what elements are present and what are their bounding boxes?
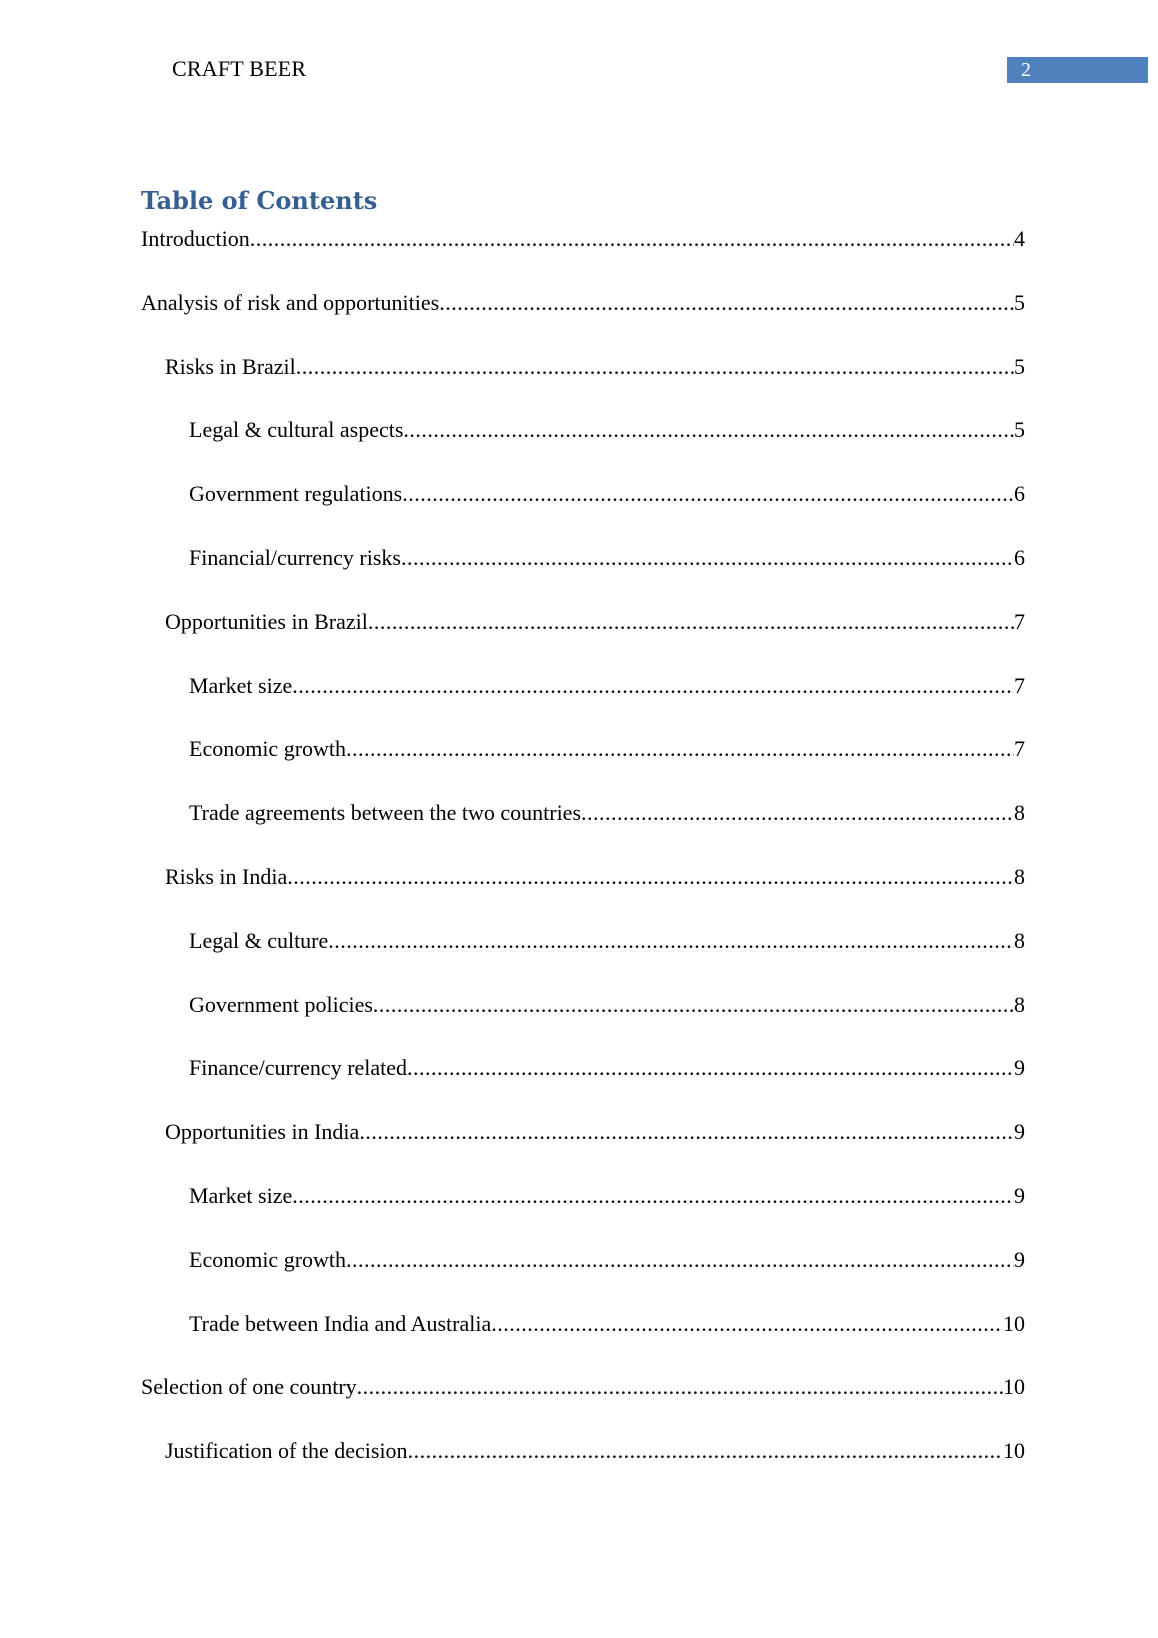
toc-entry-label: Opportunities in Brazil	[165, 608, 368, 634]
dot-leader	[287, 862, 1014, 892]
toc-entry-page: 8	[1014, 863, 1025, 889]
dot-leader	[346, 734, 1014, 764]
toc-entry-page: 10	[1003, 1310, 1025, 1336]
toc-entry-analysis-of-risk-and-opportunities[interactable]	[141, 288, 1025, 352]
toc-entry-label: Trade agreements between the two countries	[189, 800, 582, 826]
toc-entry-label: Finance/currency related	[189, 1055, 408, 1081]
toc-entry-page: 6	[1014, 481, 1025, 507]
dot-leader	[346, 1245, 1014, 1275]
toc-entry-page: 9	[1014, 1119, 1025, 1145]
dot-leader	[296, 352, 1014, 382]
toc-entry-market-size-india[interactable]	[141, 1181, 1025, 1245]
dot-leader	[292, 671, 1014, 701]
toc-entry-page: 4	[1014, 226, 1025, 251]
dot-leader	[403, 415, 1014, 445]
toc-entry-page: 9	[1014, 1055, 1025, 1081]
dot-leader	[373, 990, 1014, 1020]
toc-entry-page: 10	[1003, 1438, 1025, 1464]
dot-leader	[292, 1181, 1014, 1211]
toc-entry-trade-agreements[interactable]	[141, 798, 1025, 862]
toc-entry-market-size-brazil[interactable]	[141, 671, 1025, 735]
toc-entry-government-policies[interactable]	[141, 990, 1025, 1054]
dot-leader	[407, 1053, 1014, 1083]
toc-entry-page: 5	[1014, 417, 1025, 443]
toc-entry-label: Market size	[189, 1182, 293, 1208]
toc-entry-selection-of-one-country[interactable]	[141, 1372, 1025, 1436]
toc-entry-legal-culture[interactable]	[141, 926, 1025, 990]
toc-entry-risks-in-india[interactable]	[141, 862, 1025, 926]
toc-entry-page: 10	[1003, 1374, 1025, 1400]
toc-entry-label: Risks in India	[165, 863, 288, 889]
toc-entry-page: 6	[1014, 544, 1025, 570]
toc-heading: Table of Contents	[141, 186, 378, 215]
dot-leader	[581, 798, 1014, 828]
toc-entry-government-regulations[interactable]	[141, 479, 1025, 543]
toc-entry-label: Economic growth	[189, 1246, 347, 1272]
toc-entry-page: 9	[1014, 1246, 1025, 1272]
toc-entry-introduction[interactable]	[141, 224, 1025, 288]
toc-entry-label: Government regulations	[189, 481, 403, 507]
toc-entry-page: 7	[1014, 736, 1025, 762]
toc-entry-label: Analysis of risk and opportunities	[141, 289, 440, 315]
toc-entry-page: 8	[1014, 991, 1025, 1017]
toc-entry-page: 7	[1014, 608, 1025, 634]
toc-entry-page: 8	[1014, 927, 1025, 953]
toc-entry-label: Legal & culture	[189, 927, 329, 953]
toc-entry-economic-growth-brazil[interactable]	[141, 734, 1025, 798]
dot-leader	[368, 607, 1014, 637]
toc-entry-page: 5	[1014, 289, 1025, 315]
dot-leader	[328, 926, 1014, 956]
toc-entry-page: 5	[1014, 353, 1025, 379]
toc-entry-label: Market size	[189, 672, 293, 698]
toc-entry-page: 9	[1014, 1182, 1025, 1208]
toc-entry-risks-in-brazil[interactable]	[141, 352, 1025, 416]
dot-leader	[401, 543, 1014, 573]
toc-entry-label: Risks in Brazil	[165, 353, 296, 379]
dot-leader	[439, 288, 1014, 318]
toc-entry-label: Justification of the decision	[165, 1438, 408, 1464]
toc-entry-legal-cultural-aspects[interactable]	[141, 415, 1025, 479]
toc-entry-justification-of-the-decision[interactable]	[141, 1436, 1025, 1500]
toc-entry-label: Selection of one country	[141, 1374, 357, 1400]
toc-entry-financial-currency-risks[interactable]	[141, 543, 1025, 607]
toc-entry-label: Legal & cultural aspects	[189, 417, 404, 443]
toc-entry-page: 7	[1014, 672, 1025, 698]
toc-entry-label: Government policies	[189, 991, 373, 1017]
toc-entry-label: Introduction	[141, 226, 250, 251]
toc-entry-finance-currency-related[interactable]	[141, 1053, 1025, 1117]
dot-leader	[408, 1436, 1003, 1466]
toc-entry-label: Economic growth	[189, 736, 347, 762]
toc-entry-opportunities-in-india[interactable]	[141, 1117, 1025, 1181]
dot-leader	[491, 1309, 1003, 1339]
dot-leader	[402, 479, 1014, 509]
toc-entry-label: Trade between India and Australia	[189, 1310, 492, 1336]
toc-entry-economic-growth-india[interactable]	[141, 1245, 1025, 1309]
dot-leader	[250, 224, 1014, 254]
toc-entry-trade-india-australia[interactable]	[141, 1309, 1025, 1373]
toc-entry-opportunities-in-brazil[interactable]	[141, 607, 1025, 671]
toc-entry-label: Financial/currency risks	[189, 544, 401, 570]
toc-entry-page: 8	[1014, 800, 1025, 826]
running-header-title: CRAFT BEER	[172, 56, 307, 81]
dot-leader	[357, 1372, 1003, 1402]
dot-leader	[359, 1117, 1014, 1147]
table-of-contents	[141, 224, 1025, 1500]
toc-entry-label: Opportunities in India	[165, 1119, 360, 1145]
page-number-badge: 2	[1007, 57, 1148, 83]
